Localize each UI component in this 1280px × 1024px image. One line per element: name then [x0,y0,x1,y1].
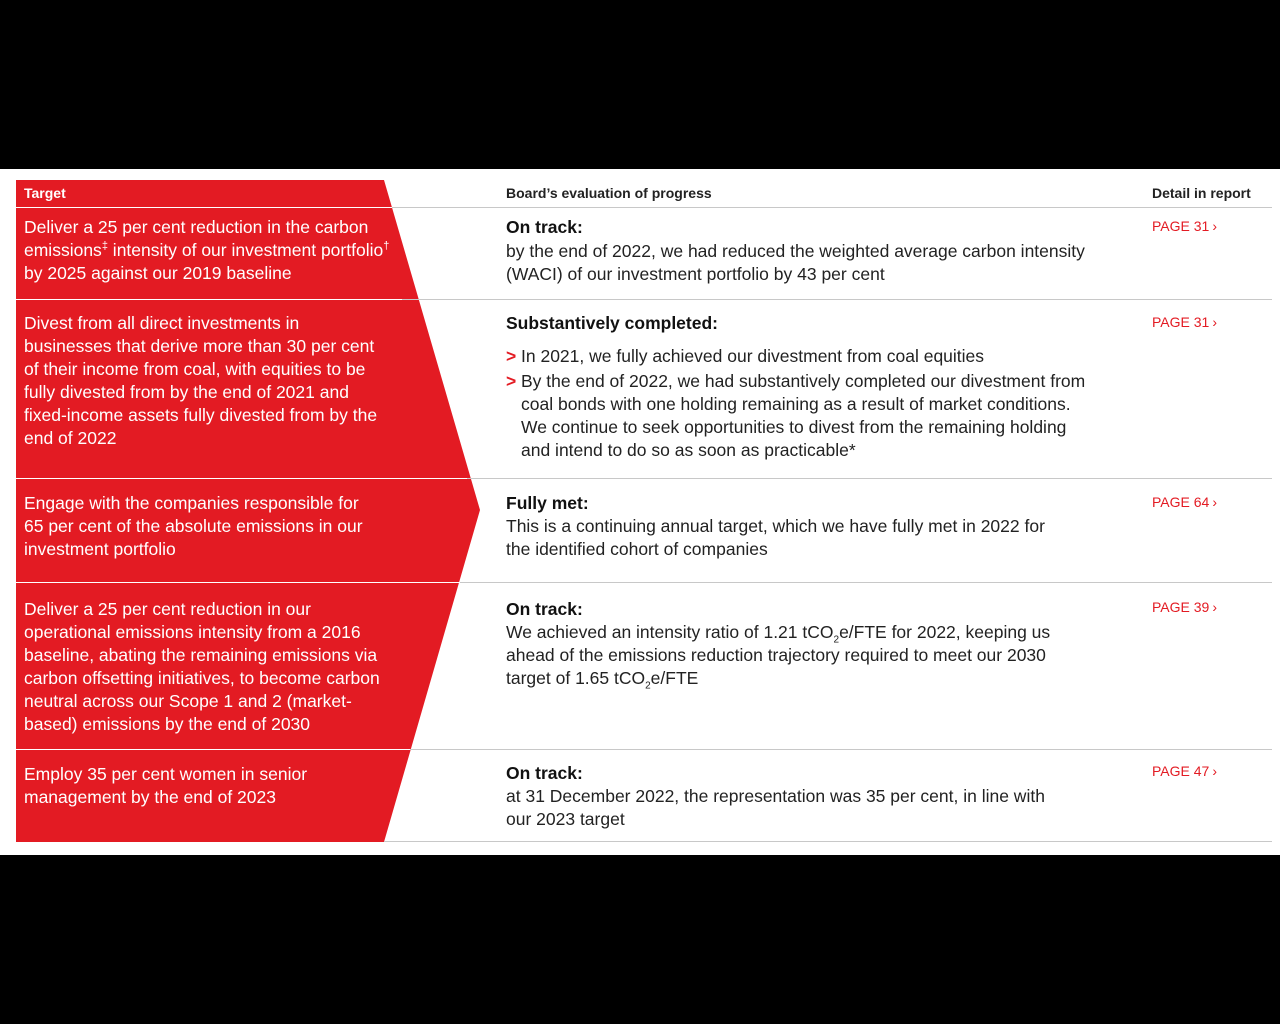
row-4-description: We achieved an intensity ratio of 1.21 tCO$_2$e/FTE for 2022, keeping us ahead of the emissions reduction trajectory required to meet our 2030 target of 1.65 tCO$_2$e/FTE [506,622,1051,692]
row-1-target: Deliver a 25 per cent reduction in the carbon emissions‡ intensity of our investment portfolio† by 2025 against our 2019 baseline [24,217,390,283]
list-item: > In 2021, we fully achieved our divestment from coal equities [506,346,985,366]
row-4-page-link[interactable]: PAGE 39 › [1152,599,1217,615]
dagger-mark: † [383,240,390,253]
row-2-page-link[interactable]: PAGE 31 › [1152,314,1217,330]
row-3-target: Engage with the companies responsible for 65 per cent of the absolute emissions in our investment portfolio [24,493,363,559]
row-2-status: Substantively completed: [506,313,718,333]
row-5-target: Employ 35 per cent women in senior management by the end of 2023 [24,764,308,807]
chevron-right-icon: > [506,346,517,366]
row-4-status: On track: [506,599,583,619]
targets-table [0,169,1280,855]
row-5-status: On track: [506,763,583,783]
row-1-page-link[interactable]: PAGE 31 › [1152,218,1217,234]
row-4-target: Deliver a 25 per cent reduction in our operational emissions intensity from a 2016 baseline, abating the remaining emissions via carbon offsetting initiatives, to become carbon neutral across our Scope 1 and 2 (market-based) emissions by the end of 2030 [24,599,380,734]
row-5-description: at 31 December 2022, the representation was 35 per cent, in line with our 2023 target [506,786,1045,829]
row-2-target: Divest from all direct investments in businesses that derive more than 30 per cent of their income from coal, with equities to be fully divested from by the end of 2021 and fixed-income assets fully divested from by the end of 2022 [24,313,378,448]
chevron-right-icon: › [1212,218,1217,234]
row-2-bullets [506,345,1086,464]
row-1-description: by the end of 2022, we had reduced the weighted average carbon intensity (WACI) of our investment portfolio by 43 per cent [506,241,1085,284]
row-3-page-link[interactable]: PAGE 64 › [1152,494,1217,510]
row-1-status: On track: [506,217,583,237]
header-detail: Detail in report [1152,185,1251,201]
list-item: > By the end of 2022, we had substantively completed our divestment from coal bonds with one holding remaining as a result of market conditions. We continue to seek opportunities to divest from the remaining holding and intend to do so as soon as practicable* [506,371,1086,460]
double-dagger-mark: ‡ [101,240,108,253]
row-5-page-link[interactable]: PAGE 47 › [1152,763,1217,779]
row-3-status: Fully met: [506,493,589,513]
chevron-right-icon: › [1212,314,1217,330]
header-evaluation: Board’s evaluation of progress [506,185,712,201]
chevron-right-icon: › [1212,494,1217,510]
chevron-right-icon: > [506,371,517,391]
header-target: Target [24,185,66,201]
row-3-description: This is a continuing annual target, which we have fully met in 2022 for the identified cohort of companies [506,516,1045,559]
chevron-right-icon: › [1212,599,1217,615]
chevron-right-icon: › [1212,763,1217,779]
